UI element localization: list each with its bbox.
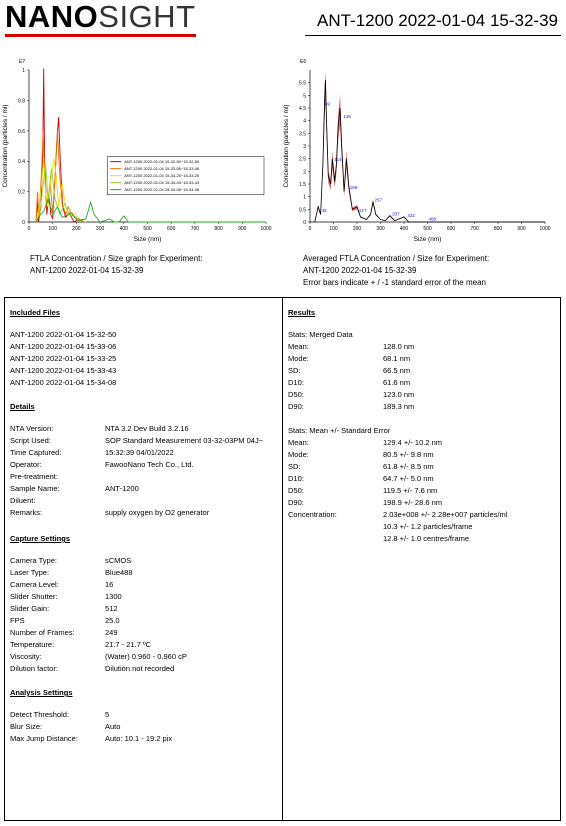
- stat-value: 128.0 nm: [383, 342, 415, 351]
- y-axis-label: Concentration (particles / ml): [283, 104, 290, 188]
- field-label: Time Captured:: [10, 448, 62, 457]
- field-label: Operator:: [10, 460, 42, 469]
- stat-label: D10:: [288, 378, 304, 387]
- x-tick-label: 400: [119, 226, 128, 232]
- peak-label: 217: [359, 207, 367, 213]
- y-tick-label: 0.8: [18, 98, 25, 105]
- stat-value: 66.5 nm: [383, 366, 411, 375]
- x-tick-label: 100: [48, 226, 57, 232]
- field-label: Laser Type:: [10, 568, 50, 577]
- field-value: Blue488: [105, 568, 133, 577]
- y-tick-label: 3.5: [299, 131, 306, 138]
- stat-value: 61.6 nm: [383, 378, 411, 387]
- x-tick-label: 900: [238, 226, 247, 232]
- stat-value: 2.03e+008 +/- 2.28e+007 particles/ml: [383, 510, 508, 519]
- x-tick-label: 800: [214, 226, 223, 232]
- results-panel: [282, 297, 561, 821]
- stat-value: 68.1 nm: [383, 354, 411, 363]
- x-axis-label: Size (nm): [133, 236, 162, 243]
- field-label: Temperature:: [10, 640, 55, 649]
- report-title: ANT-1200 2022-01-04 15-32-39: [317, 11, 558, 30]
- section-title: Included Files: [10, 308, 61, 317]
- field-value: SOP Standard Measurement 03-32-03PM 04J~: [105, 436, 264, 445]
- stat-value: 123.0 nm: [383, 390, 415, 399]
- x-tick-label: 1000: [539, 226, 551, 232]
- legend-label: ANT-1200 2022-01-04 15-33-06~15-33-06: [124, 166, 200, 172]
- field-label: Viscosity:: [10, 652, 42, 661]
- y-axis-label: Concentration (particles / ml): [2, 104, 9, 188]
- peak-label: 45: [321, 207, 327, 213]
- file-name: ANT-1200 2022-01-04 15-33-25: [10, 354, 117, 363]
- field-label: Diluent:: [10, 496, 36, 505]
- stat-value: 64.7 +/- 5.0 nm: [383, 474, 434, 483]
- field-value: 21.7 - 21.7 ºC: [105, 640, 152, 649]
- stat-value: 12.8 +/- 1.0 centres/frame: [383, 534, 470, 543]
- field-value: 15:32:39 04/01/2022: [105, 448, 174, 457]
- stat-label: SD:: [288, 366, 301, 375]
- y-tick-label: 1: [22, 68, 25, 74]
- stat-label: D90:: [288, 498, 304, 507]
- field-label: Slider Shutter:: [10, 592, 58, 601]
- field-label: Sample Name:: [10, 484, 60, 493]
- y-tick-label: 4: [303, 118, 306, 125]
- x-tick-label: 0: [308, 226, 312, 232]
- error-band: [315, 70, 545, 222]
- field-label: Slider Gain:: [10, 604, 50, 613]
- y-tick-label: 3: [303, 144, 306, 150]
- x-tick-label: 500: [423, 226, 432, 232]
- nanosight-logo: [5, 0, 196, 34]
- left-chart-caption: [30, 253, 203, 277]
- stat-value: 119.5 +/- 7.6 nm: [383, 486, 438, 495]
- field-label: Camera Level:: [10, 580, 59, 589]
- stats-heading: Stats: Mean +/- Standard Error: [288, 426, 391, 435]
- y-tick-label: 5.5: [299, 80, 306, 87]
- x-tick-label: 100: [329, 226, 338, 232]
- file-name: ANT-1200 2022-01-04 15-32-50: [10, 330, 117, 339]
- field-value: NTA 3.2 Dev Build 3.2.16: [105, 424, 189, 433]
- caption-line: FTLA Concentration / Size graph for Experiment:: [30, 254, 203, 263]
- field-value: 1300: [105, 592, 122, 601]
- field-value: 5: [105, 710, 110, 719]
- field-value: FawooNano Tech Co., Ltd.: [105, 460, 194, 469]
- field-value: Auto: 10.1 - 19.2 pix: [105, 734, 173, 743]
- caption-line: Error bars indicate + / -1 standard error of the mean: [303, 278, 486, 287]
- stat-value: 61.8 +/- 8.5 nm: [383, 462, 434, 471]
- stat-label: D10:: [288, 474, 304, 483]
- file-name: ANT-1200 2022-01-04 15-33-06: [10, 342, 117, 351]
- stat-value: 198.9 +/- 28.6 nm: [383, 498, 442, 507]
- peak-label: 337: [392, 211, 400, 217]
- y-tick-label: 0: [22, 220, 25, 226]
- y-tick-label: 0.2: [18, 189, 25, 196]
- right-chart-caption: [303, 253, 489, 289]
- field-value: 249: [105, 628, 118, 637]
- field-value: (Water) 0.960 - 0.960 cP: [105, 652, 187, 661]
- settings-panel: [4, 297, 283, 821]
- x-tick-label: 500: [143, 226, 152, 232]
- x-tick-label: 600: [167, 226, 176, 232]
- x-tick-label: 700: [190, 226, 200, 232]
- concentration-size-chart: [0, 50, 283, 250]
- stat-label: Mean:: [288, 342, 309, 351]
- x-tick-label: 800: [493, 226, 503, 232]
- y-exponent-label: E6: [300, 59, 307, 65]
- field-label: Dilution factor:: [10, 664, 58, 673]
- field-value: sCMOS: [105, 556, 132, 565]
- y-tick-label: 0.6: [18, 128, 25, 135]
- field-label: Script Used:: [10, 436, 51, 445]
- stat-value: 10.3 +/- 1.2 particles/frame: [383, 522, 473, 531]
- averaged-concentration-chart: [283, 50, 566, 250]
- stat-label: Mode:: [288, 450, 309, 459]
- y-tick-label: 1.5: [299, 182, 306, 188]
- field-label: Max Jump Distance:: [10, 734, 78, 743]
- stat-value: 189.3 nm: [383, 402, 415, 411]
- section-title: Capture Settings: [10, 534, 71, 543]
- series-line: [315, 80, 545, 222]
- field-label: NTA Version:: [10, 424, 54, 433]
- logo-light: SIGHT: [98, 0, 196, 34]
- field-label: Detect Threshold:: [10, 710, 70, 719]
- field-value: supply oxygen by O2 generator: [105, 508, 210, 517]
- field-label: Pre-treatment:: [10, 472, 58, 481]
- y-tick-label: 0.4: [18, 159, 25, 166]
- caption-line: ANT-1200 2022-01-04 15-32-39: [30, 266, 144, 275]
- field-value: 16: [105, 580, 114, 589]
- x-tick-label: 200: [352, 226, 362, 232]
- file-name: ANT-1200 2022-01-04 15-34-08: [10, 378, 117, 387]
- x-tick-label: 1000: [260, 226, 272, 232]
- stat-label: D90:: [288, 402, 304, 411]
- stats-heading: Stats: Merged Data: [288, 330, 353, 339]
- field-label: Number of Frames:: [10, 628, 75, 637]
- y-tick-label: 1: [303, 194, 306, 201]
- y-tick-label: 0.5: [299, 207, 306, 214]
- x-tick-label: 300: [376, 226, 385, 232]
- peak-label: 422: [407, 212, 415, 218]
- field-value: ANT-1200: [105, 484, 139, 493]
- field-value: Auto: [105, 722, 121, 731]
- y-tick-label: 2.5: [299, 156, 306, 163]
- x-tick-label: 400: [399, 226, 409, 232]
- field-label: FPS: [10, 616, 25, 625]
- series-line: [36, 199, 266, 222]
- legend-label: ANT-1200 2022-01-04 15-32-50~15-32-50: [124, 159, 200, 165]
- x-tick-label: 700: [470, 226, 479, 232]
- field-label: Camera Type:: [10, 556, 57, 565]
- legend-label: ANT-1200 2022-01-04 15-33-43~15-33-43: [124, 180, 200, 186]
- peak-label: 169: [349, 185, 358, 191]
- stat-value: 129.4 +/- 10.2 nm: [383, 438, 442, 447]
- field-value: 512: [105, 604, 118, 613]
- y-exponent-label: E7: [19, 59, 26, 65]
- stat-label: D50:: [288, 486, 304, 495]
- peak-label: 136: [343, 114, 351, 120]
- peak-label: 69: [324, 101, 330, 107]
- legend-label: ANT-1200 2022-01-04 15-33-25~15-33-25: [124, 173, 200, 179]
- stat-label: Mean:: [288, 438, 309, 447]
- field-value: 25.0: [105, 616, 120, 625]
- y-tick-label: 5: [303, 93, 306, 100]
- x-tick-label: 200: [72, 226, 81, 232]
- peak-label: 488: [428, 216, 437, 222]
- stat-label: D50:: [288, 390, 304, 399]
- y-tick-label: 4.5: [299, 106, 306, 112]
- field-label: Remarks:: [10, 508, 43, 517]
- results-title: Results: [288, 308, 316, 317]
- stat-label: SD:: [288, 462, 301, 471]
- title-underline: [305, 35, 561, 36]
- x-tick-label: 600: [446, 226, 456, 232]
- x-axis-label: Size (nm): [413, 236, 442, 243]
- x-tick-label: 0: [27, 226, 31, 232]
- y-tick-label: 0: [303, 220, 306, 226]
- peak-label: 257: [374, 197, 382, 203]
- section-title: Details: [10, 402, 35, 411]
- x-tick-label: 900: [517, 226, 526, 232]
- field-label: Blur Size:: [10, 722, 43, 731]
- x-tick-label: 300: [95, 226, 105, 232]
- stat-value: 80.5 +/- 9.8 nm: [383, 450, 434, 459]
- section-title: Analysis Settings: [10, 688, 73, 697]
- caption-line: ANT-1200 2022-01-04 15-32-39: [303, 266, 417, 275]
- y-tick-label: 2: [303, 169, 306, 176]
- stat-label: Concentration:: [288, 510, 337, 519]
- peak-label: 114: [334, 157, 342, 163]
- file-name: ANT-1200 2022-01-04 15-33-43: [10, 366, 117, 375]
- logo-underline: [5, 34, 196, 37]
- field-value: Dilution not recorded: [105, 664, 175, 673]
- logo-bold: NANO: [5, 0, 99, 34]
- stat-label: Mode:: [288, 354, 309, 363]
- legend-label: ANT-1200 2022-01-04 15-34-08~15-34-08: [124, 187, 200, 193]
- caption-line: Averaged FTLA Concentration / Size for Experiment:: [303, 254, 490, 263]
